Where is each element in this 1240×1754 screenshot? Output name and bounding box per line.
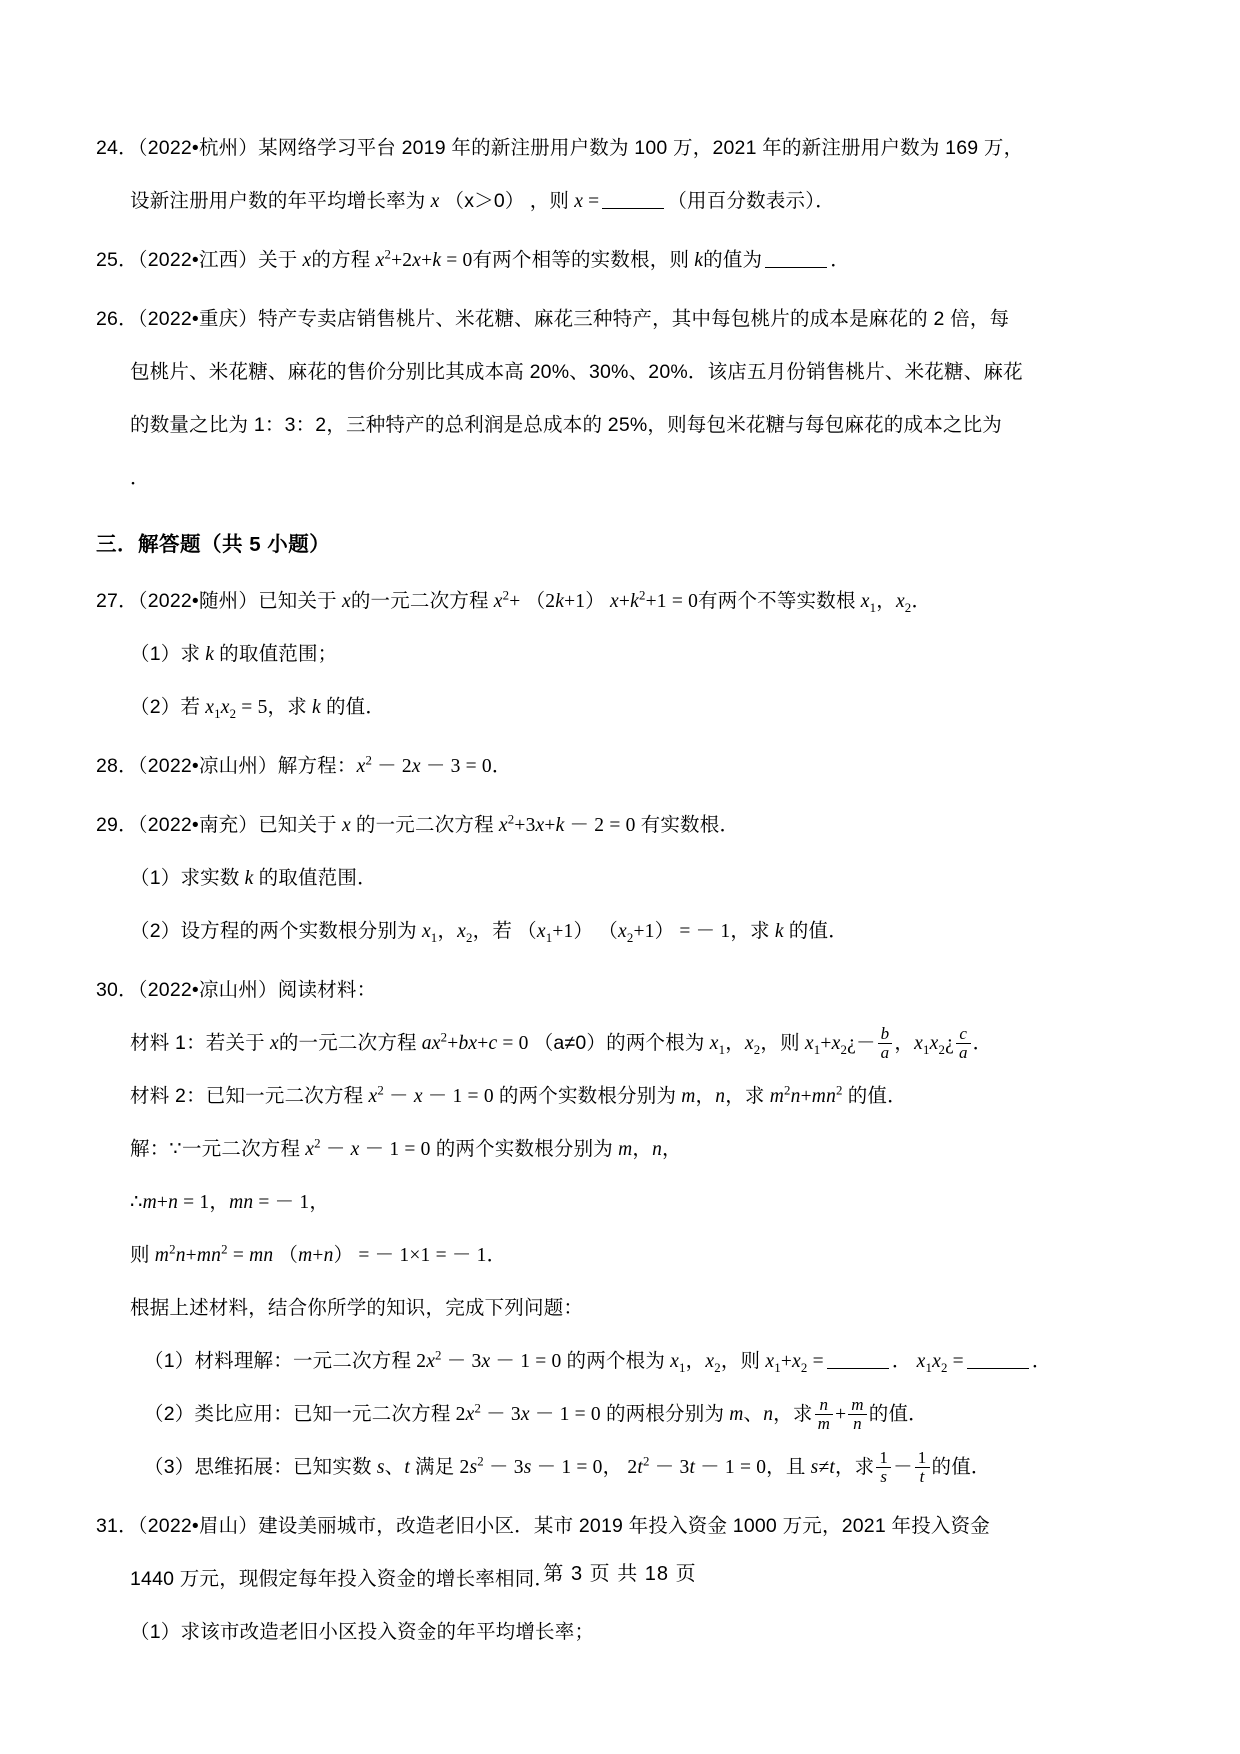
question-29-stem (96, 799, 1154, 852)
question-27-stem-pre: 已知关于 (258, 590, 337, 612)
question-28-text: 解方程：$x^2 - 2x - 3 = 0$． (277, 753, 512, 777)
question-27-stem-post: 有两个不等实数根 (698, 590, 856, 612)
question-26-line-2 (96, 346, 1154, 399)
question-30-part-3 (96, 1441, 1154, 1494)
material-1-roots: $x_1$，$x_2$ (709, 1033, 761, 1057)
part3-end: 的值． (931, 1456, 991, 1478)
question-26-line-4 (96, 452, 1154, 505)
question-27-equation: $x^2+ (2k+1) x+k^2+1 = 0$ (493, 588, 699, 612)
question-24-line2-pre: 设新注册用户数的年平均增长率为 (130, 190, 426, 212)
fraction-denominator: a (878, 1043, 893, 1062)
question-27-roots: $x_1$，$x_2$． (860, 591, 932, 615)
question-26-line-1 (96, 293, 1154, 346)
question-24 (96, 122, 1154, 228)
solution-line-3-text: 则 $m^2n+mn^2$ = mn （m+n） = － 1×1 = － 1． (130, 1242, 507, 1266)
question-30-material-1 (96, 1017, 1154, 1070)
part1-sep: ． (891, 1350, 912, 1372)
part3-pre: （3）思维拓展：已知实数 (144, 1456, 372, 1478)
question-29-source: （2022•南充） (137, 814, 259, 836)
question-30-material-2 (96, 1070, 1154, 1123)
question-31-part-1 (96, 1606, 1154, 1659)
part3-minus: － (893, 1457, 913, 1478)
question-26-text-4: ． (130, 467, 150, 489)
question-24-var2: x (574, 191, 584, 212)
part1-roots: $x_1$，$x_2$ (670, 1351, 721, 1375)
question-24-line-1 (96, 122, 1154, 175)
question-31-number: 31． (96, 1515, 138, 1537)
question-30-solution-line-3 (96, 1229, 1154, 1282)
material-1-end: ． (972, 1032, 993, 1054)
question-27-part-1 (96, 628, 1154, 681)
part2-equation: $2x^2 - 3x - 1 = 0$ (455, 1401, 601, 1425)
question-27-stem (96, 575, 1154, 628)
page-content (96, 122, 1154, 1665)
question-25-line-1 (96, 234, 1154, 287)
question-24-number: 24． (96, 137, 138, 159)
material-1-then: ，则 (760, 1032, 800, 1054)
question-30-part-2 (96, 1388, 1154, 1441)
fraction-denominator: t (915, 1467, 930, 1486)
question-31-line-1 (96, 1500, 1154, 1553)
question-30-intro-text: 阅读材料： (277, 979, 377, 1001)
question-25-post: 有两个相等的实数根，则 (472, 249, 690, 271)
question-31-source: （2022•眉山） (137, 1515, 259, 1537)
part1-equation: $2x^2 - 3x - 1 = 0$ (416, 1348, 562, 1372)
material-1-equation: $ax^2+bx+c = 0$ (421, 1030, 529, 1054)
question-25-mid: 的方程 (311, 249, 371, 271)
solution-line-1-text: 解：∵一元二次方程 $x^2 - x - 1 = 0$ 的两个实数根分别为 m，n， (130, 1136, 682, 1160)
material-2-text: 材料 2：已知一元二次方程 $x^2 - x - 1 = 0$ 的两个实数根分别为 m，n，求 $m^2n+mn^2$ 的值． (130, 1083, 907, 1107)
question-31-part1-text: （1）求该市改造老旧小区投入资金的年平均增长率； (130, 1621, 595, 1643)
question-30-solution-line-1 (96, 1123, 1154, 1176)
part2-fraction-n-over-m (815, 1396, 833, 1433)
part1-prod-blank[interactable] (967, 1368, 1029, 1369)
question-25-end: ． (830, 249, 850, 271)
question-25 (96, 234, 1154, 287)
part3-cond: ，且 s≠t，求 (766, 1456, 875, 1478)
question-28-number: 28． (96, 755, 138, 777)
question-26-text-1: 特产专卖店销售桃片、米花糖、麻花三种特产，其中每包桃片的成本是麻花的 2 倍，每 (258, 308, 1010, 330)
question-24-line2-post: （用百分数表示）． (667, 190, 835, 212)
part2-mid: 的两根分别为 (605, 1403, 725, 1425)
solution-line-2-text: ∴m+n = 1，mn = － 1， (130, 1191, 330, 1213)
part2-ask: ，求 (773, 1403, 813, 1425)
question-26-source: （2022•重庆） (137, 308, 259, 330)
question-31-text-1: 建设美丽城市，改造老旧小区．某市 2019 年投入资金 1000 万元，2021 年投入资金 (258, 1515, 990, 1537)
question-30-part-1 (96, 1335, 1154, 1388)
question-24-line-2 (96, 175, 1154, 228)
question-25-post2: 的值为 (703, 249, 763, 271)
question-27-stem-mid: 的一元二次方程 (350, 590, 489, 612)
question-30-source: （2022•凉山州） (137, 979, 278, 1001)
fraction-numerator: c (959, 1024, 968, 1044)
section-heading: 三．解答题（共 5 小题） (96, 533, 331, 556)
question-29 (96, 799, 1154, 958)
question-24-cond: （x＞0） (444, 190, 525, 212)
part1-pre: （1）材料理解：一元二次方程 (144, 1350, 412, 1372)
question-29-part-2 (96, 905, 1154, 958)
part1-mid: 的两个根为 (566, 1350, 666, 1372)
fraction-denominator: m (815, 1414, 833, 1433)
question-29-part2-text: （2）设方程的两个实数根分别为 $x_1$，$x_2$，若 $(x_1+1) (x_2+1)$ = － 1，求 k 的值． (130, 920, 848, 945)
question-27-part1-text: （1）求 k 的取值范围； (130, 643, 338, 665)
fraction-denominator: a (956, 1043, 971, 1062)
page-footer: 第 3 页 共 18 页 (543, 1563, 697, 1585)
question-26 (96, 293, 1154, 505)
material-1-product-label: ，$x_1x_2¿$ (894, 1032, 954, 1057)
fraction-denominator: s (876, 1467, 891, 1486)
material-1-fraction-c-over-a (956, 1025, 971, 1062)
fraction-denominator: n (848, 1414, 866, 1433)
part1-then: ，则 (720, 1350, 761, 1372)
part3-vars: s、t (376, 1457, 410, 1478)
fraction-numerator: m (851, 1395, 864, 1415)
question-30-number: 30． (96, 979, 138, 1001)
question-30-intro (96, 964, 1154, 1017)
question-25-number: 25． (96, 249, 138, 271)
material-1-minus: － (855, 1033, 876, 1054)
question-30-prompt (96, 1282, 1154, 1335)
question-29-stem-text: 已知关于 x 的一元二次方程 $x^2+3x+k - 2 = 0$ 有实数根． (258, 812, 740, 836)
question-26-text-3: 的数量之比为 1：3：2，三种特产的总利润是总成本的 25%，则每包米花糖与每包麻花的成本之比为 (130, 414, 1002, 436)
question-24-eq-sign: = (588, 191, 600, 212)
question-24-answer-blank[interactable] (602, 208, 664, 209)
material-1-mid: 的一元二次方程 (278, 1032, 417, 1054)
question-25-var2: k (694, 250, 704, 271)
part1-end: ． (1031, 1350, 1052, 1372)
question-25-source: （2022•江西） (137, 249, 259, 271)
material-1-var: x (269, 1033, 279, 1054)
question-31-text-2: 1440 万元，现假定每年投入资金的增长率相同． (130, 1568, 555, 1590)
question-26-line-3 (96, 399, 1154, 452)
question-24-var: x (430, 191, 440, 212)
part3-fraction-1-over-t (915, 1449, 930, 1486)
question-28 (96, 740, 1154, 793)
question-30-solution-line-2 (96, 1176, 1154, 1229)
fraction-numerator: b (880, 1024, 890, 1044)
material-1-cond: （a≠0） (533, 1032, 607, 1054)
part3-mid: 满足 (415, 1456, 455, 1478)
question-27 (96, 575, 1154, 734)
part3-equation-1: $2s^2 - 3s - 1 = 0$ (459, 1454, 603, 1478)
question-26-number: 26． (96, 308, 138, 330)
fraction-numerator: 1 (879, 1448, 889, 1468)
question-26-text-2: 包桃片、米花糖、麻花的售价分别比其成本高 20%、30%、20%．该店五月份销售桃片、米花糖、麻花 (130, 361, 1023, 383)
question-29-part-1 (96, 852, 1154, 905)
question-29-number: 29． (96, 814, 138, 836)
question-27-number: 27． (96, 590, 138, 612)
question-29-part1-text: （1）求实数 k 的取值范围． (130, 867, 377, 889)
question-28-line-1 (96, 740, 1154, 793)
part2-pre: （2）类比应用：已知一元二次方程 (144, 1403, 451, 1425)
question-27-part2-text: （2）若 $x_1x_2 = 5$，求 k 的值． (130, 696, 386, 721)
question-27-source: （2022•随州） (137, 590, 259, 612)
question-25-equation: $x^2+2x+k = 0$ (375, 247, 473, 271)
part1-sum-blank[interactable] (827, 1368, 889, 1369)
question-25-answer-blank[interactable] (765, 267, 827, 268)
part3-comma: ， (602, 1456, 623, 1478)
part1-sum-expr: $x_1+x_2$ = (765, 1351, 824, 1375)
part2-fraction-m-over-n (848, 1396, 866, 1433)
part3-fraction-1-over-s (876, 1449, 891, 1486)
part2-roots: m、n (729, 1404, 774, 1425)
question-30-prompt-text: 根据上述材料，结合你所学的知识，完成下列问题： (130, 1297, 584, 1319)
part3-equation-2: $2t^2 - 3t - 1 = 0$ (627, 1454, 767, 1478)
part2-end: 的值． (868, 1403, 928, 1425)
question-24-text-1: 某网络学习平台 2019 年的新注册用户数为 100 万，2021 年的新注册用户数为 169 万， (258, 137, 1024, 159)
question-24-source: （2022•杭州） (137, 137, 259, 159)
question-24-line2-mid: ，则 (529, 190, 570, 212)
material-1-roots-label: 的两个根为 (606, 1032, 705, 1054)
material-1-pre: 材料 1：若关于 (130, 1032, 265, 1054)
question-30 (96, 964, 1154, 1494)
question-27-part-2 (96, 681, 1154, 734)
fraction-numerator: 1 (917, 1448, 927, 1468)
material-1-fraction-b-over-a (878, 1025, 893, 1062)
part1-prod-expr: $x_1x_2$ = (916, 1351, 964, 1375)
question-25-var: x (302, 250, 312, 271)
question-28-source: （2022•凉山州） (137, 755, 278, 777)
material-1-sum-expr: $x_1+x_2¿$ (804, 1033, 856, 1057)
fraction-numerator: n (819, 1395, 829, 1415)
part2-plus: + (835, 1404, 847, 1425)
question-27-var: x (341, 591, 351, 612)
question-25-pre: 关于 (258, 249, 298, 271)
